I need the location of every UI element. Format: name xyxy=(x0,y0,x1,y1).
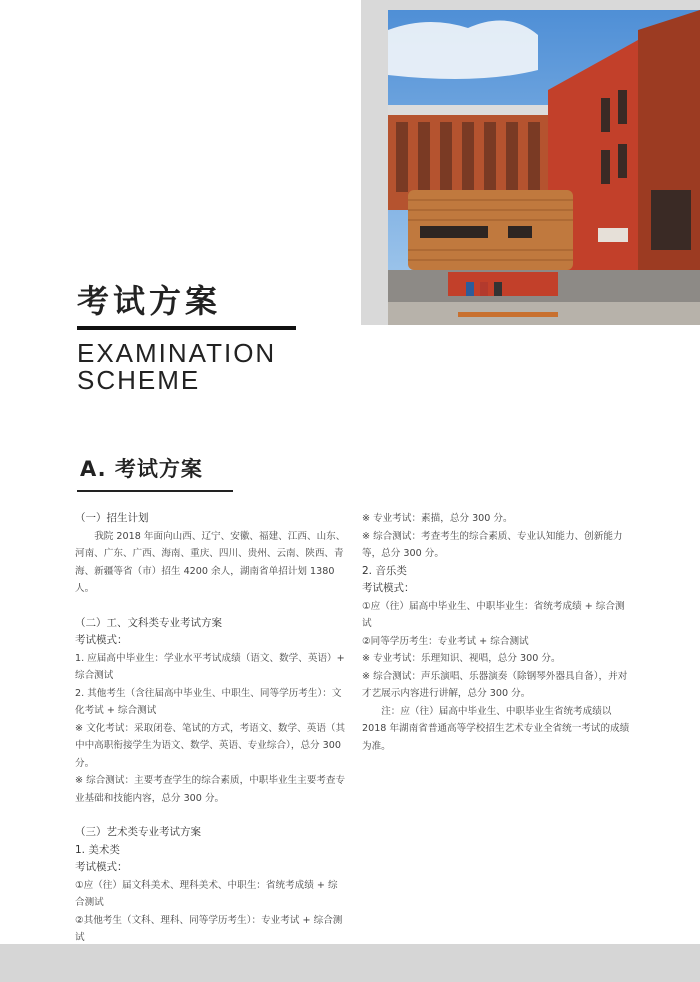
paragraph: ※ 综合测试：声乐演唱、乐器演奏（除钢琴外器具自备），并对才艺展示内容进行讲解，总分 300 分。 xyxy=(362,670,628,699)
title-en-line1: EXAMINATION xyxy=(77,338,277,368)
paragraph: ※ 文化考试：采取闭卷、笔试的方式，考语文、数学、英语（其中中高职衔接学生为语文、数学、英语、专业综合），总分 300 分。 xyxy=(75,722,346,769)
paragraph: （一）招生计划 xyxy=(75,512,149,524)
paragraph: 2. 其他考生（含往届高中毕业生、中职生、同等学历考生）：文化考试 + 综合测试 xyxy=(75,687,342,716)
paragraph: （二）工、文科类专业考试方案 xyxy=(75,616,222,629)
paragraph: （三）艺术类专业考试方案 xyxy=(75,826,201,838)
paragraph: 考试模式： xyxy=(75,634,128,646)
paragraph: 注：应（往）届高中毕业生、中职毕业生省统考成绩以 2018 年湖南省普通高等学校招生艺术专业全省统一考试的成绩为准。 xyxy=(362,705,630,752)
section-heading: A. 考试方案 xyxy=(80,457,203,481)
paragraph: 1. 美术类 xyxy=(75,843,120,856)
paragraph: ②同等学历考生：专业考试 + 综合测试 xyxy=(362,635,529,647)
section-divider xyxy=(77,490,233,492)
paragraph xyxy=(75,598,347,615)
paragraph: 2. 音乐类 xyxy=(362,564,407,577)
title-en-line2: SCHEME xyxy=(77,365,201,395)
footer-band xyxy=(0,944,700,982)
title-divider xyxy=(77,326,296,330)
paragraph: ※ 综合测试：主要考查学生的综合素质，中职毕业生主要考查专业基础和技能内容，总分 300 分。 xyxy=(75,775,346,804)
paragraph: ①应（往）届文科美术、理科美术、中职生：省统考成绩 + 综合测试 xyxy=(75,879,338,908)
paragraph: ※ 综合测试：考查考生的综合素质、专业认知能力、创新能力等，总分 300 分。 xyxy=(362,530,623,559)
right-column xyxy=(362,510,634,755)
left-column xyxy=(75,510,347,947)
paragraph xyxy=(75,807,347,824)
paragraph: 1. 应届高中毕业生：学业水平考试成绩（语文、数学、英语）+ 综合测试 xyxy=(75,652,345,681)
paragraph: ※ 专业考试：素描，总分 300 分。 xyxy=(362,513,513,524)
paragraph: ※ 专业考试：乐理知识、视唱，总分 300 分。 xyxy=(362,653,561,664)
paragraph: ②其他考生（文科、理科、同等学历考生）：专业考试 + 综合测试 xyxy=(75,914,343,943)
paragraph: 我院 2018 年面向山西、辽宁、安徽、福建、江西、山东、河南、广东、广西、海南、重庆、四川、贵州、云南、陕西、青海、新疆等省（市）招生 4200 余人，湖南省单招计划 1380 人。 xyxy=(75,530,346,594)
paragraph: 考试模式： xyxy=(75,861,128,873)
page-title-english xyxy=(77,340,276,394)
building-illustration xyxy=(388,10,700,325)
paragraph: ①应（往）届高中毕业生、中职毕业生：省统考成绩 + 综合测试 xyxy=(362,600,625,629)
photo-frame xyxy=(361,0,700,325)
page-title: 考试方案 xyxy=(77,282,222,320)
paragraph: 考试模式： xyxy=(362,582,415,594)
campus-building-photo xyxy=(388,10,700,325)
